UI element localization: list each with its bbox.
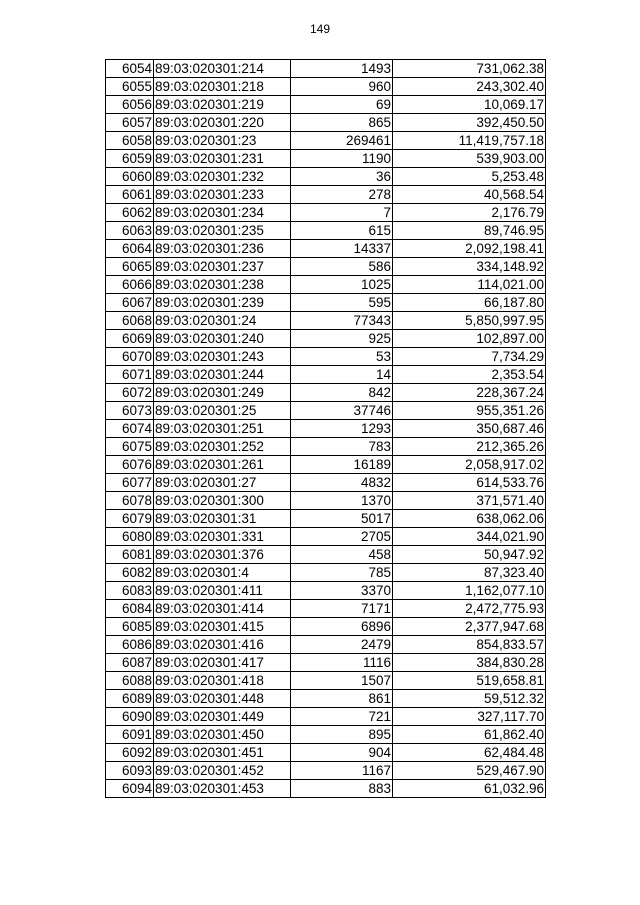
table-row (106, 222, 546, 240)
area-cell: 4832 (291, 474, 393, 492)
table-row (106, 708, 546, 726)
table-row (106, 330, 546, 348)
value-cell: 384,830.28 (393, 654, 546, 672)
table-row (106, 762, 546, 780)
value-cell: 11,419,757.18 (393, 132, 546, 150)
cadastral-number-cell: 89:03:020301:239 (154, 294, 291, 312)
area-cell: 458 (291, 546, 393, 564)
value-cell: 854,833.57 (393, 636, 546, 654)
cadastral-number-cell: 89:03:020301:418 (154, 672, 291, 690)
table-row (106, 168, 546, 186)
area-cell: 842 (291, 384, 393, 402)
area-cell: 278 (291, 186, 393, 204)
area-cell: 53 (291, 348, 393, 366)
area-cell: 895 (291, 726, 393, 744)
row-number-cell: 6088 (106, 672, 154, 690)
data-table (105, 59, 546, 798)
table-row (106, 672, 546, 690)
row-number-cell: 6058 (106, 132, 154, 150)
row-number-cell: 6091 (106, 726, 154, 744)
value-cell: 7,734.29 (393, 348, 546, 366)
area-cell: 7 (291, 204, 393, 222)
value-cell: 228,367.24 (393, 384, 546, 402)
table-row (106, 420, 546, 438)
area-cell: 904 (291, 744, 393, 762)
row-number-cell: 6060 (106, 168, 154, 186)
value-cell: 61,862.40 (393, 726, 546, 744)
cadastral-number-cell: 89:03:020301:235 (154, 222, 291, 240)
value-cell: 62,484.48 (393, 744, 546, 762)
value-cell: 243,302.40 (393, 78, 546, 96)
cadastral-number-cell: 89:03:020301:416 (154, 636, 291, 654)
cadastral-number-cell: 89:03:020301:237 (154, 258, 291, 276)
cadastral-number-cell: 89:03:020301:23 (154, 132, 291, 150)
table-body (106, 60, 546, 798)
value-cell: 1,162,077.10 (393, 582, 546, 600)
value-cell: 10,069.17 (393, 96, 546, 114)
value-cell: 2,377,947.68 (393, 618, 546, 636)
cadastral-number-cell: 89:03:020301:234 (154, 204, 291, 222)
cadastral-number-cell: 89:03:020301:300 (154, 492, 291, 510)
value-cell: 638,062.06 (393, 510, 546, 528)
cadastral-number-cell: 89:03:020301:450 (154, 726, 291, 744)
area-cell: 721 (291, 708, 393, 726)
cadastral-number-cell: 89:03:020301:415 (154, 618, 291, 636)
cadastral-number-cell: 89:03:020301:244 (154, 366, 291, 384)
row-number-cell: 6078 (106, 492, 154, 510)
value-cell: 955,351.26 (393, 402, 546, 420)
value-cell: 66,187.80 (393, 294, 546, 312)
value-cell: 2,092,198.41 (393, 240, 546, 258)
area-cell: 3370 (291, 582, 393, 600)
table-row (106, 510, 546, 528)
table-row (106, 258, 546, 276)
row-number-cell: 6093 (106, 762, 154, 780)
area-cell: 77343 (291, 312, 393, 330)
row-number-cell: 6080 (106, 528, 154, 546)
area-cell: 37746 (291, 402, 393, 420)
cadastral-number-cell: 89:03:020301:25 (154, 402, 291, 420)
row-number-cell: 6061 (106, 186, 154, 204)
area-cell: 7171 (291, 600, 393, 618)
table-row (106, 600, 546, 618)
cadastral-number-cell: 89:03:020301:220 (154, 114, 291, 132)
table-row (106, 240, 546, 258)
cadastral-number-cell: 89:03:020301:252 (154, 438, 291, 456)
area-cell: 925 (291, 330, 393, 348)
table-row (106, 384, 546, 402)
area-cell: 16189 (291, 456, 393, 474)
area-cell: 785 (291, 564, 393, 582)
table-row (106, 366, 546, 384)
table-row (106, 114, 546, 132)
cadastral-number-cell: 89:03:020301:218 (154, 78, 291, 96)
row-number-cell: 6059 (106, 150, 154, 168)
row-number-cell: 6077 (106, 474, 154, 492)
table-row (106, 60, 546, 78)
cadastral-number-cell: 89:03:020301:24 (154, 312, 291, 330)
cadastral-number-cell: 89:03:020301:236 (154, 240, 291, 258)
cadastral-number-cell: 89:03:020301:31 (154, 510, 291, 528)
table-row (106, 654, 546, 672)
value-cell: 344,021.90 (393, 528, 546, 546)
table-row (106, 546, 546, 564)
row-number-cell: 6081 (106, 546, 154, 564)
value-cell: 2,058,917.02 (393, 456, 546, 474)
table-row (106, 294, 546, 312)
area-cell: 1493 (291, 60, 393, 78)
value-cell: 529,467.90 (393, 762, 546, 780)
area-cell: 1293 (291, 420, 393, 438)
cadastral-number-cell: 89:03:020301:238 (154, 276, 291, 294)
cadastral-number-cell: 89:03:020301:451 (154, 744, 291, 762)
area-cell: 36 (291, 168, 393, 186)
row-number-cell: 6087 (106, 654, 154, 672)
row-number-cell: 6062 (106, 204, 154, 222)
table-row (106, 492, 546, 510)
row-number-cell: 6086 (106, 636, 154, 654)
row-number-cell: 6076 (106, 456, 154, 474)
area-cell: 595 (291, 294, 393, 312)
cadastral-number-cell: 89:03:020301:449 (154, 708, 291, 726)
table-row (106, 150, 546, 168)
value-cell: 350,687.46 (393, 420, 546, 438)
table-row (106, 186, 546, 204)
value-cell: 87,323.40 (393, 564, 546, 582)
cadastral-number-cell: 89:03:020301:331 (154, 528, 291, 546)
value-cell: 2,353.54 (393, 366, 546, 384)
area-cell: 883 (291, 780, 393, 798)
table-row (106, 780, 546, 798)
table-row (106, 564, 546, 582)
table-row (106, 618, 546, 636)
area-cell: 269461 (291, 132, 393, 150)
table-row (106, 636, 546, 654)
table-row (106, 78, 546, 96)
row-number-cell: 6085 (106, 618, 154, 636)
area-cell: 865 (291, 114, 393, 132)
cadastral-number-cell: 89:03:020301:453 (154, 780, 291, 798)
table-row (106, 456, 546, 474)
cadastral-number-cell: 89:03:020301:414 (154, 600, 291, 618)
area-cell: 1116 (291, 654, 393, 672)
value-cell: 614,533.76 (393, 474, 546, 492)
value-cell: 61,032.96 (393, 780, 546, 798)
row-number-cell: 6084 (106, 600, 154, 618)
page-number: 149 (309, 22, 331, 36)
area-cell: 69 (291, 96, 393, 114)
row-number-cell: 6090 (106, 708, 154, 726)
table-row (106, 204, 546, 222)
area-cell: 783 (291, 438, 393, 456)
row-number-cell: 6056 (106, 96, 154, 114)
table-row (106, 276, 546, 294)
value-cell: 102,897.00 (393, 330, 546, 348)
row-number-cell: 6070 (106, 348, 154, 366)
cadastral-number-cell: 89:03:020301:214 (154, 60, 291, 78)
area-cell: 1370 (291, 492, 393, 510)
value-cell: 2,176.79 (393, 204, 546, 222)
table-row (106, 402, 546, 420)
value-cell: 327,117.70 (393, 708, 546, 726)
table-row (106, 312, 546, 330)
cadastral-number-cell: 89:03:020301:261 (154, 456, 291, 474)
row-number-cell: 6082 (106, 564, 154, 582)
value-cell: 334,148.92 (393, 258, 546, 276)
table-row (106, 726, 546, 744)
value-cell: 2,472,775.93 (393, 600, 546, 618)
row-number-cell: 6057 (106, 114, 154, 132)
value-cell: 5,850,997.95 (393, 312, 546, 330)
table-row (106, 348, 546, 366)
cadastral-number-cell: 89:03:020301:417 (154, 654, 291, 672)
table-row (106, 438, 546, 456)
area-cell: 861 (291, 690, 393, 708)
cadastral-number-cell: 89:03:020301:4 (154, 564, 291, 582)
value-cell: 5,253.48 (393, 168, 546, 186)
cadastral-number-cell: 89:03:020301:452 (154, 762, 291, 780)
row-number-cell: 6054 (106, 60, 154, 78)
area-cell: 1507 (291, 672, 393, 690)
row-number-cell: 6064 (106, 240, 154, 258)
table-row (106, 132, 546, 150)
row-number-cell: 6083 (106, 582, 154, 600)
cadastral-number-cell: 89:03:020301:232 (154, 168, 291, 186)
area-cell: 2705 (291, 528, 393, 546)
area-cell: 14337 (291, 240, 393, 258)
table-row (106, 96, 546, 114)
cadastral-number-cell: 89:03:020301:231 (154, 150, 291, 168)
row-number-cell: 6089 (106, 690, 154, 708)
area-cell: 14 (291, 366, 393, 384)
row-number-cell: 6071 (106, 366, 154, 384)
area-cell: 960 (291, 78, 393, 96)
row-number-cell: 6067 (106, 294, 154, 312)
row-number-cell: 6055 (106, 78, 154, 96)
value-cell: 59,512.32 (393, 690, 546, 708)
cadastral-number-cell: 89:03:020301:448 (154, 690, 291, 708)
value-cell: 371,571.40 (393, 492, 546, 510)
value-cell: 392,450.50 (393, 114, 546, 132)
row-number-cell: 6079 (106, 510, 154, 528)
area-cell: 5017 (291, 510, 393, 528)
row-number-cell: 6075 (106, 438, 154, 456)
area-cell: 615 (291, 222, 393, 240)
table-row (106, 528, 546, 546)
value-cell: 50,947.92 (393, 546, 546, 564)
table-row (106, 582, 546, 600)
row-number-cell: 6069 (106, 330, 154, 348)
value-cell: 212,365.26 (393, 438, 546, 456)
row-number-cell: 6066 (106, 276, 154, 294)
value-cell: 519,658.81 (393, 672, 546, 690)
area-cell: 1190 (291, 150, 393, 168)
table-row (106, 744, 546, 762)
cadastral-number-cell: 89:03:020301:240 (154, 330, 291, 348)
value-cell: 89,746.95 (393, 222, 546, 240)
cadastral-number-cell: 89:03:020301:27 (154, 474, 291, 492)
row-number-cell: 6074 (106, 420, 154, 438)
cadastral-number-cell: 89:03:020301:233 (154, 186, 291, 204)
table-row (106, 474, 546, 492)
value-cell: 114,021.00 (393, 276, 546, 294)
cadastral-number-cell: 89:03:020301:219 (154, 96, 291, 114)
value-cell: 40,568.54 (393, 186, 546, 204)
area-cell: 6896 (291, 618, 393, 636)
cadastral-number-cell: 89:03:020301:249 (154, 384, 291, 402)
area-cell: 586 (291, 258, 393, 276)
row-number-cell: 6092 (106, 744, 154, 762)
row-number-cell: 6065 (106, 258, 154, 276)
area-cell: 1167 (291, 762, 393, 780)
cadastral-number-cell: 89:03:020301:376 (154, 546, 291, 564)
area-cell: 2479 (291, 636, 393, 654)
row-number-cell: 6068 (106, 312, 154, 330)
cadastral-number-cell: 89:03:020301:243 (154, 348, 291, 366)
table-row (106, 690, 546, 708)
value-cell: 539,903.00 (393, 150, 546, 168)
cadastral-number-cell: 89:03:020301:251 (154, 420, 291, 438)
row-number-cell: 6072 (106, 384, 154, 402)
value-cell: 731,062.38 (393, 60, 546, 78)
row-number-cell: 6063 (106, 222, 154, 240)
row-number-cell: 6094 (106, 780, 154, 798)
area-cell: 1025 (291, 276, 393, 294)
cadastral-number-cell: 89:03:020301:411 (154, 582, 291, 600)
row-number-cell: 6073 (106, 402, 154, 420)
